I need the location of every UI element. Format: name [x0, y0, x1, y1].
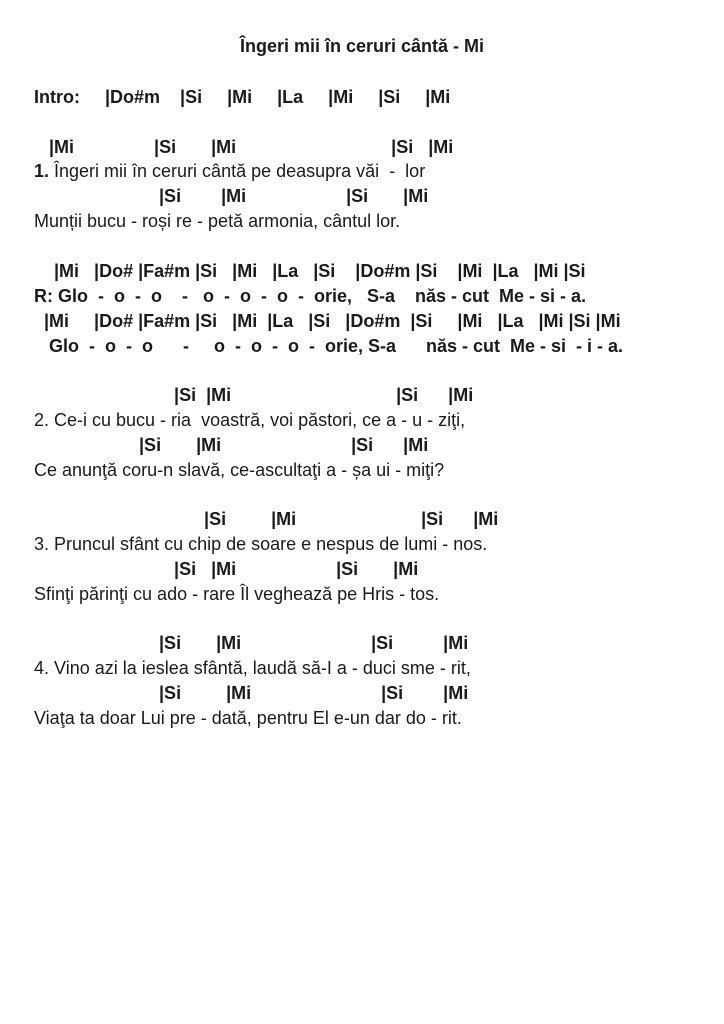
intro-chords: Intro: |Do#m |Si |Mi |La |Mi |Si |Mi	[34, 87, 451, 107]
verse3-chords-line1: |Si |Mi |Si |Mi	[34, 509, 499, 529]
verse4-chords-line1: |Si |Mi |Si |Mi	[34, 633, 469, 653]
verse2-chords-line1: |Si |Mi |Si |Mi	[34, 385, 474, 405]
verse1-number: 1.	[34, 161, 50, 181]
verse2-lyrics-line2: Ce anunţă coru-n slavă, ce-ascultaţi a - șa ui - miţi?	[34, 460, 445, 480]
verse1-chords-line1: |Mi |Si |Mi |Si |Mi	[34, 137, 454, 157]
verse3-lyrics-line2: Sfinţi părinţi cu ado - rare Îl veghează pe Hris - tos.	[34, 584, 440, 604]
verse1-lyrics-line1	[34, 160, 724, 182]
refrain-chords-line1: |Mi |Do# |Fa#m |Si |Mi |La |Si |Do#m |Si |Mi |La |Mi |Si	[34, 261, 586, 281]
verse1-lyrics-text: Îngeri mii în ceruri cântă pe deasupra văi - lor	[49, 161, 426, 181]
verse2-chords-line2: |Si |Mi |Si |Mi	[34, 435, 429, 455]
refrain-lyrics-line2: Glo - o - o - o - o - o - orie, S-a năs - cut Me - si - i - a.	[34, 336, 624, 356]
verse4-lyrics-line1: 4. Vino azi la ieslea sfântă, laudă să-I a - duci sme - rit,	[34, 658, 471, 678]
verse1-lyrics-line2: Munții bucu - roși re - petă armonia, cântul lor.	[34, 211, 401, 231]
verse2-lyrics-line1: 2. Ce-i cu bucu - ria voastră, voi păstori, ce a - u - ziţi,	[34, 410, 466, 430]
verse1-chords-line2: |Si |Mi |Si |Mi	[34, 186, 429, 206]
verse4-chords-line2: |Si |Mi |Si |Mi	[34, 683, 469, 703]
refrain-lyrics-line1: R: Glo - o - o - o - o - o - orie, S-a năs - cut Me - si - a.	[34, 286, 587, 306]
verse4-lyrics-line2: Viaţa ta doar Lui pre - dată, pentru El e-un dar do - rit.	[34, 708, 462, 728]
verse3-chords-line2: |Si |Mi |Si |Mi	[34, 559, 419, 579]
refrain-chords-line2: |Mi |Do# |Fa#m |Si |Mi |La |Si |Do#m |Si |Mi |La |Mi |Si |Mi	[34, 311, 621, 331]
song-title: Îngeri mii în ceruri cântă - Mi	[239, 36, 485, 56]
verse3-lyrics-line1: 3. Pruncul sfânt cu chip de soare e nespus de lumi - nos.	[34, 534, 488, 554]
